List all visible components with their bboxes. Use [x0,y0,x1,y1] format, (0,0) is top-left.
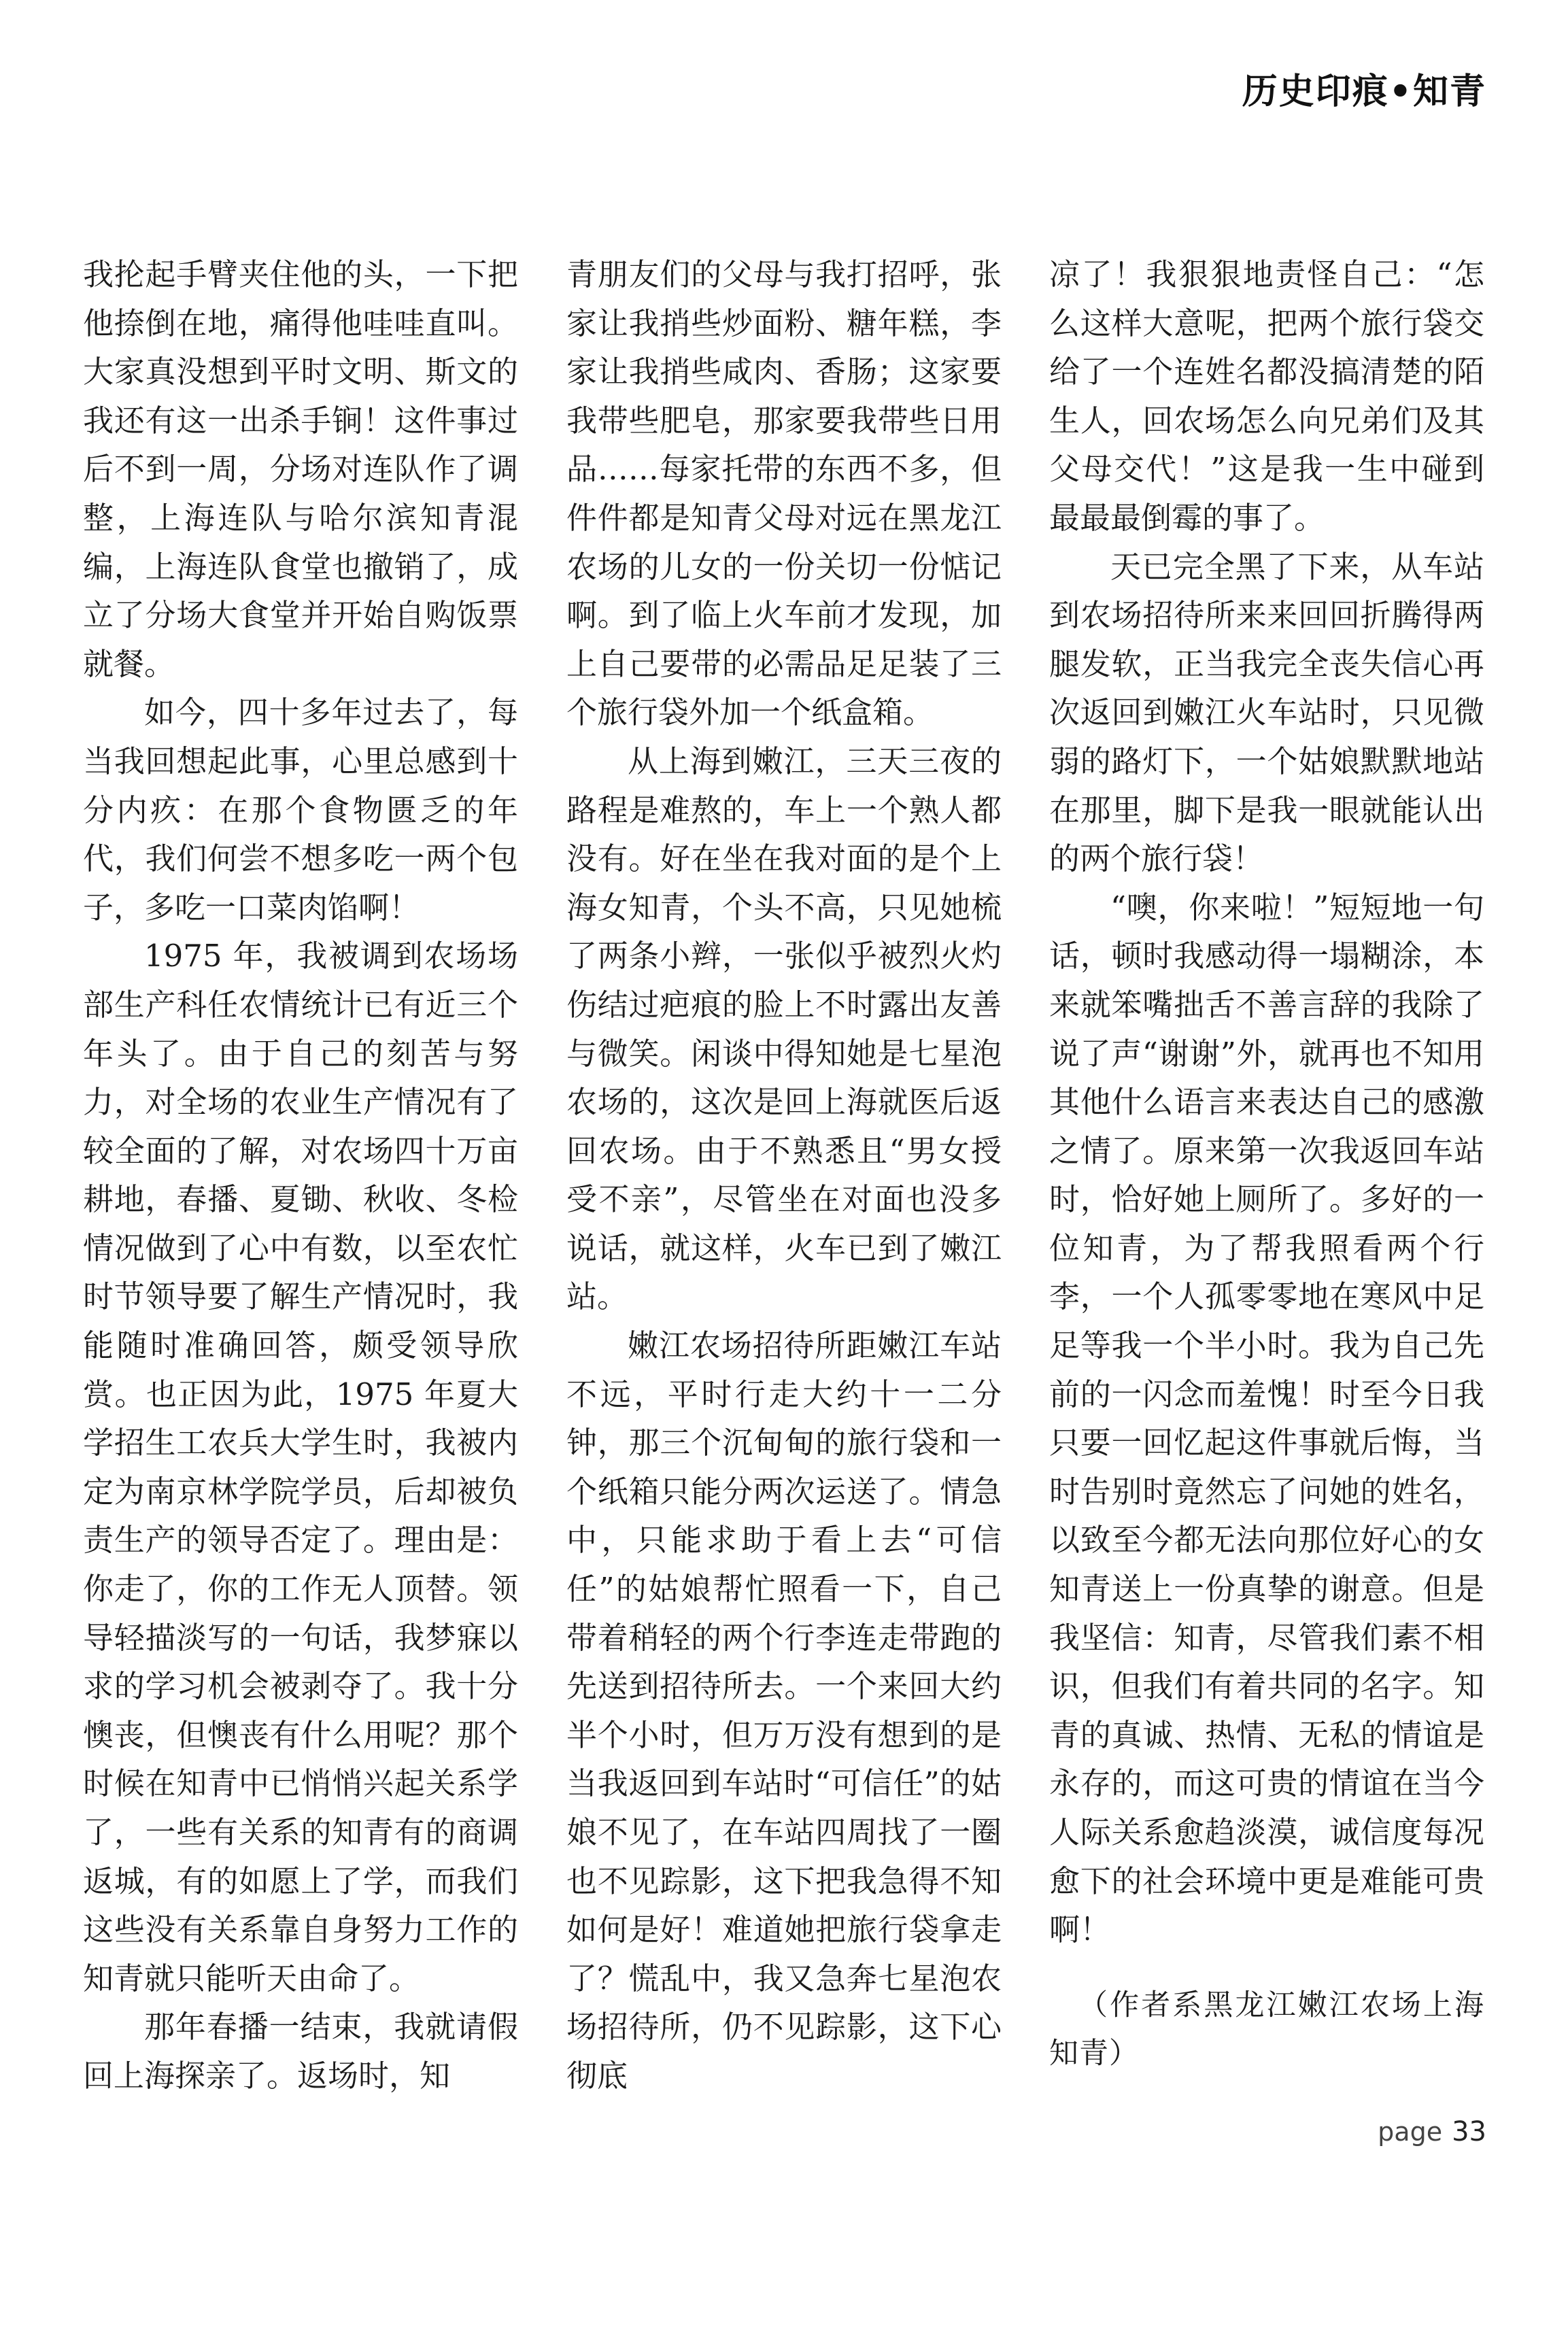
article-column-1 [83,250,518,2101]
paragraph: 凉了！我狠狠地责怪自己：“怎么这样大意呢，把两个旅行袋交给了一个连姓名都没搞清楚的陌生人，回农场怎么向兄弟们及其父母交代！”这是我一生中碰到最最最倒霉的事了。 [1049,256,1484,536]
paragraph: 我抡起手臂夹住他的头，一下把他捺倒在地，痛得他哇哇直叫。大家真没想到平时文明、斯文的我还有这一出杀手锏！这件事过后不到一周，分场对连队作了调整，上海连队与哈尔滨知青混编，上海连队食堂也撤销了，成立了分场大食堂并开始自购饭票就餐。 [83,256,518,682]
paragraph: 1975 年，我被调到农场场部生产科任农情统计已有近三个年头了。由于自己的刻苦与努力，对全场的农业生产情况有了较全面的了解，对农场四十万亩耕地，春播、夏锄、秋收、冬检情况做到了心中有数，以至农忙时节领导要了解生产情况时，我能随时准确回答，颇受领导欣赏。也正因为此，1975 年夏大学招生工农兵大学生时，我被内定为南京林学院学员，后却被负责生产的领导否定了。理由是：你走了，你的工作无人顶替。领导轻描淡写的一句话，我梦寐以求的学习机会被剥夺了。我十分懊丧，但懊丧有什么用呢？那个时候在知青中已悄悄兴起关系学了，一些有关系的知青有的商调返城，有的如愿上了学，而我们这些没有关系靠自身努力工作的知青就只能听天由命了。 [83,938,518,1996]
article-column-3 [1049,250,1484,2079]
paragraph: 那年春播一结束，我就请假回上海探亲了。返场时，知 [83,2009,518,2094]
paragraph: 天已完全黑了下来，从车站到农场招待所来来回回折腾得两腿发软，正当我完全丧失信心再次返回到嫩江火车站时，只见微弱的路灯下，一个姑娘默默地站在那里，脚下是我一眼就能认出的两个旅行袋！ [1049,548,1484,877]
page-number-value: 33 [1452,2116,1486,2147]
paragraph: 从上海到嫩江，三天三夜的路程是难熬的，车上一个熟人都没有。好在坐在我对面的是个上海女知青，个头不高，只见她梳了两条小辫，一张似乎被烈火灼伤结过疤痕的脸上不时露出友善与微笑。闲谈中得知她是七星泡农场的，这次是回上海就医后返回农场。由于不熟悉且“男女授受不亲”，尽管坐在对面也没多说话，就这样，火车已到了嫩江站。 [566,743,1002,1315]
page-label: page [1378,2117,1443,2147]
author-note: （作者系黑龙江嫩江农场上海知青） [1049,1988,1484,2071]
paragraph: 如今，四十多年过去了，每当我回想起此事，心里总感到十分内疚：在那个食物匮乏的年代，我们何尝不想多吃一两个包子，多吃一口菜肉馅啊！ [83,694,518,925]
article-column-2 [566,250,1002,2101]
page-number [1378,2116,1486,2147]
paragraph: 青朋友们的父母与我打招呼，张家让我捎些炒面粉、糖年糕，李家让我捎些咸肉、香肠；这家要我带些肥皂，那家要我带些日用品……每家托带的东西不多，但件件都是知青父母对远在黑龙江农场的儿女的一份关切一份惦记啊。到了临上火车前才发现，加上自己要带的必需品足足装了三个旅行袋外加一个纸盒箱。 [566,256,1002,731]
section-header: 历史印痕•知青 [1242,71,1486,112]
paragraph: “噢，你来啦！”短短地一句话，顿时我感动得一塌糊涂，本来就笨嘴拙舌不善言辞的我除了说了声“谢谢”外，就再也不知用其他什么语言来表达自己的感激之情了。原来第一次我返回车站时，恰好她上厕所了。多好的一位知青，为了帮我照看两个行李，一个人孤零零地在寒风中足足等我一个半小时。我为自己先前的一闪念而羞愧！时至今日我只要一回忆起这件事就后悔，当时告别时竟然忘了问她的姓名，以致至今都无法向那位好心的女知青送上一份真挚的谢意。但是我坚信：知青，尽管我们素不相识，但我们有着共同的名字。知青的真诚、热情、无私的情谊是永存的，而这可贵的情谊在当今人际关系愈趋淡漠，诚信度每况愈下的社会环境中更是难能可贵啊！ [1049,889,1484,1948]
paragraph: 嫩江农场招待所距嫩江车站不远，平时行走大约十一二分钟，那三个沉甸甸的旅行袋和一个纸箱只能分两次运送了。情急中，只能求助于看上去“可信任”的姑娘帮忙照看一下，自己带着稍轻的两个行李连走带跑的先送到招待所去。一个来回大约半个小时，但万万没有想到的是当我返回到车站时“可信任”的姑娘不见了，在车站四周找了一圈也不见踪影，这下把我急得不知如何是好！难道她把旅行袋拿走了？慌乱中，我又急奔七星泡农场招待所，仍不见踪影，这下心彻底 [566,1327,1002,2094]
